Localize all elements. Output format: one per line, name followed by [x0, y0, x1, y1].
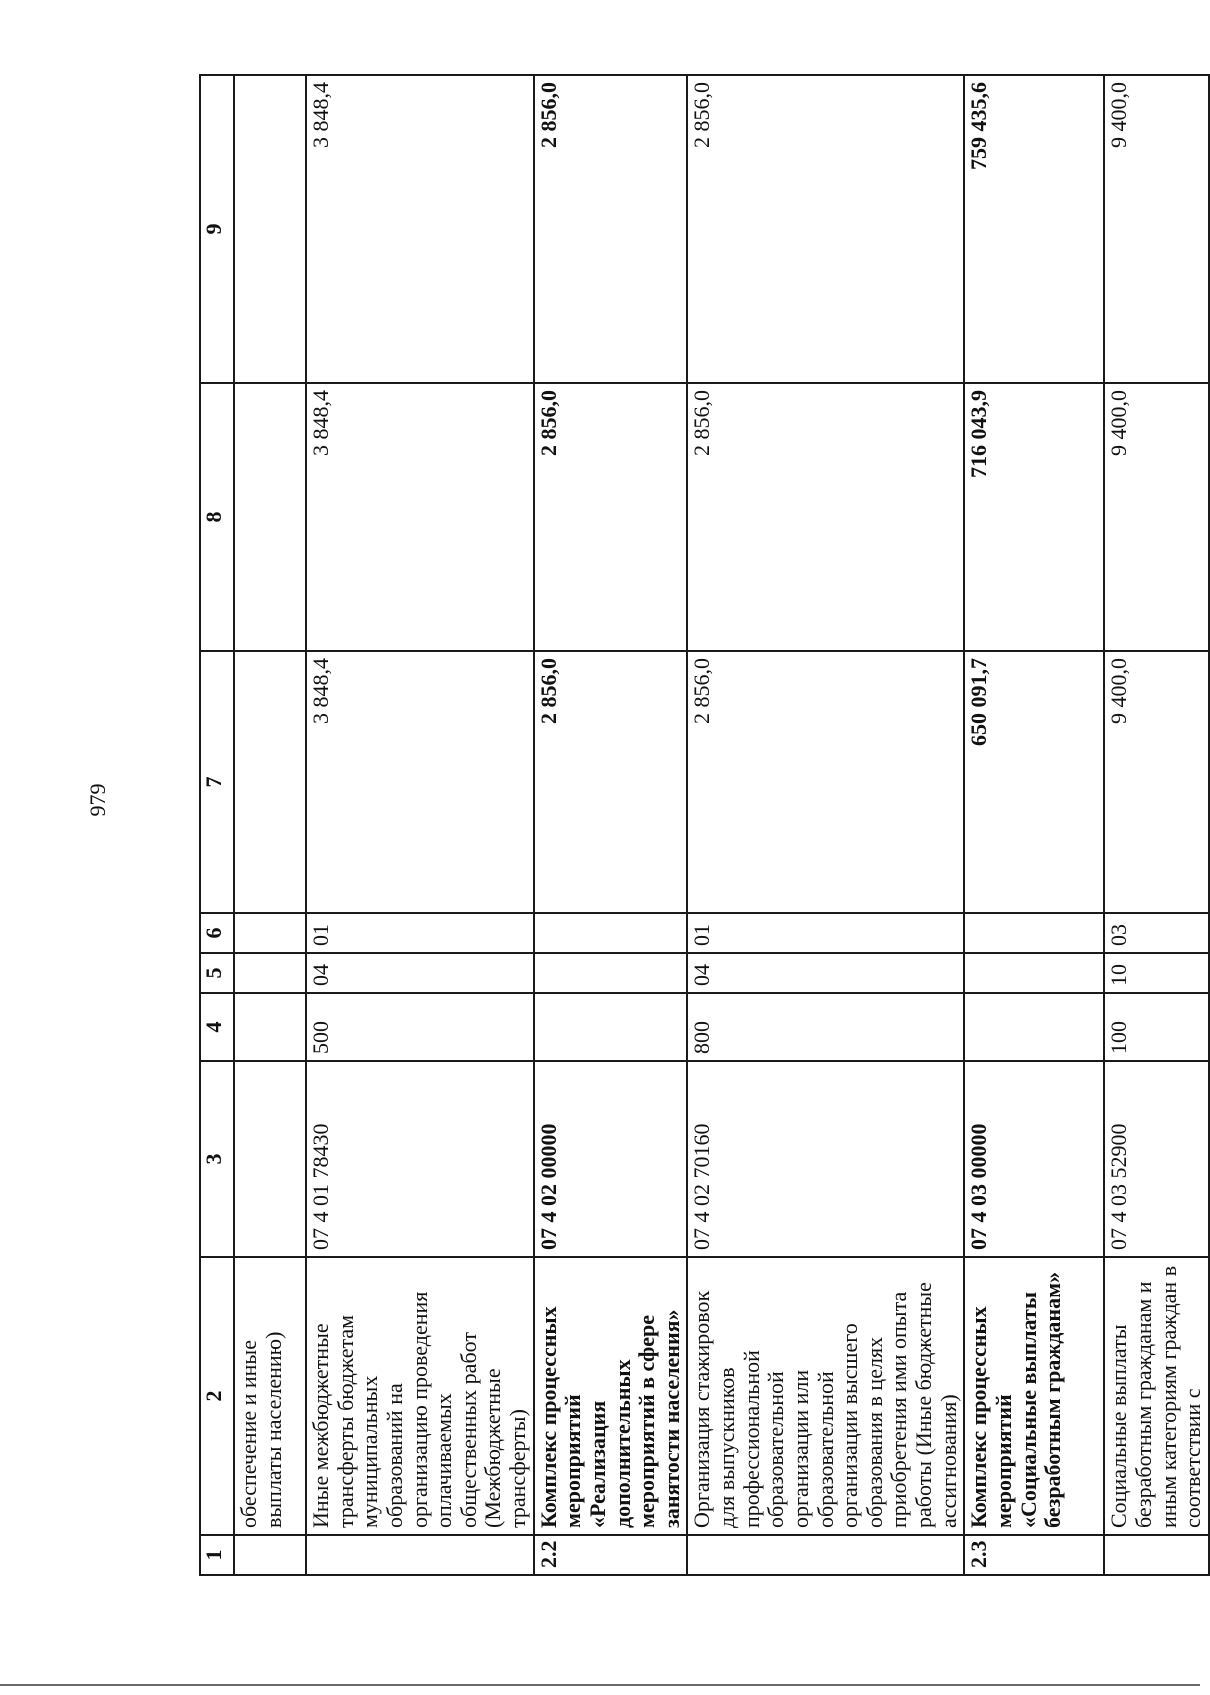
row-value-8: 716 043,9 [964, 383, 1104, 651]
row-code [234, 1061, 306, 1257]
row-col4: 500 [306, 993, 534, 1061]
table-row [534, 75, 688, 1575]
row-value-7: 3 848,4 [306, 651, 534, 913]
row-number [687, 1535, 964, 1575]
row-name: Социальные выплаты безработным гражданам и иным категориям граждан в соответствии с [1104, 1257, 1209, 1535]
row-col5 [534, 953, 688, 993]
row-number [306, 1535, 534, 1575]
table-row [1104, 75, 1209, 1575]
row-col6: 01 [687, 913, 964, 953]
column-header: 5 [200, 953, 234, 993]
row-value-7 [234, 651, 306, 913]
row-value-9: 759 435,6 [964, 75, 1104, 383]
row-value-8: 2 856,0 [534, 383, 688, 651]
row-value-7: 2 856,0 [687, 651, 964, 913]
row-value-9: 3 848,4 [306, 75, 534, 383]
row-name: Комплекс процессных мероприятий «Реализация дополнительных мероприятий в сфере занятости населения» [534, 1257, 688, 1535]
budget-table [199, 74, 1210, 1576]
row-col4 [964, 993, 1104, 1061]
table-row [306, 75, 534, 1575]
row-code: 07 4 03 52900 [1104, 1061, 1209, 1257]
row-name: обеспечение и иные выплаты населению) [234, 1257, 306, 1535]
row-col5: 04 [687, 953, 964, 993]
column-header: 3 [200, 1061, 234, 1257]
row-value-8: 2 856,0 [687, 383, 964, 651]
table-row [687, 75, 964, 1575]
table-row [964, 75, 1104, 1575]
row-value-9: 2 856,0 [687, 75, 964, 383]
row-code: 07 4 02 70160 [687, 1061, 964, 1257]
row-col6: 01 [306, 913, 534, 953]
header-row [200, 75, 234, 1575]
row-col5 [964, 953, 1104, 993]
row-col5: 04 [306, 953, 534, 993]
table-row [234, 75, 306, 1575]
row-value-8: 3 848,4 [306, 383, 534, 651]
row-col6 [234, 913, 306, 953]
row-code: 07 4 02 00000 [534, 1061, 688, 1257]
row-value-9 [234, 75, 306, 383]
column-header: 1 [200, 1535, 234, 1575]
row-name: Иные межбюджетные трансферты бюджетам муниципальных образований на организацию проведения оплачиваемых общественных работ (Межбюджетные трансферты) [306, 1257, 534, 1535]
row-code: 07 4 01 78430 [306, 1061, 534, 1257]
row-value-7: 9 400,0 [1104, 651, 1209, 913]
row-number [1104, 1535, 1209, 1575]
column-header: 2 [200, 1257, 234, 1535]
column-header: 8 [200, 383, 234, 651]
row-col5 [234, 953, 306, 993]
row-value-9: 2 856,0 [534, 75, 688, 383]
row-col4: 100 [1104, 993, 1209, 1061]
row-name: Комплекс процессных мероприятий «Социальные выплаты безработным гражданам» [964, 1257, 1104, 1535]
row-number [234, 1535, 306, 1575]
row-col4 [234, 993, 306, 1061]
row-value-8: 9 400,0 [1104, 383, 1209, 651]
row-col6 [964, 913, 1104, 953]
budget-table-rotated [199, 82, 1206, 1576]
row-col5: 10 [1104, 953, 1209, 993]
row-col6: 03 [1104, 913, 1209, 953]
row-number: 2.2 [534, 1535, 688, 1575]
column-header: 4 [200, 993, 234, 1061]
column-header: 9 [200, 75, 234, 383]
row-number: 2.3 [964, 1535, 1104, 1575]
page-number: 979 [85, 783, 110, 817]
row-value-7: 650 091,7 [964, 651, 1104, 913]
bottom-rule [0, 1684, 1200, 1686]
row-value-9: 9 400,0 [1104, 75, 1209, 383]
row-col6 [534, 913, 688, 953]
row-col4 [534, 993, 688, 1061]
row-col4: 800 [687, 993, 964, 1061]
row-value-7: 2 856,0 [534, 651, 688, 913]
row-value-8 [234, 383, 306, 651]
column-header: 7 [200, 651, 234, 913]
row-code: 07 4 03 00000 [964, 1061, 1104, 1257]
column-header: 6 [200, 913, 234, 953]
row-name: Организация стажировок для выпускников профессиональной образовательной организации или образовательной организации высшего образования в целях приобретения ими опыта работы (Иные бюджетные ассигнования) [687, 1257, 964, 1535]
